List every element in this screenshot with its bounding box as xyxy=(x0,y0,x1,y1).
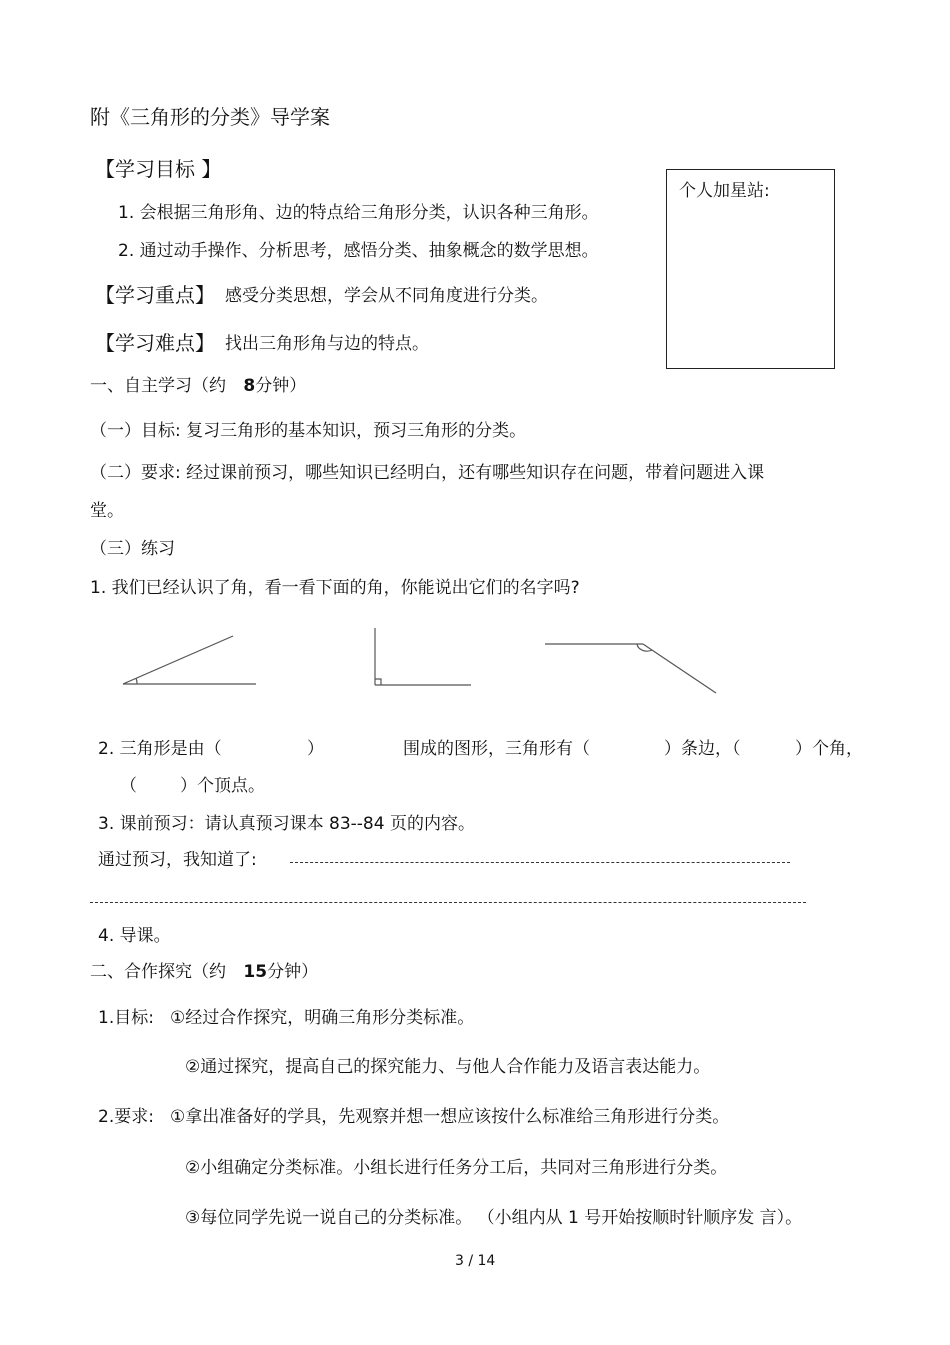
objective-item-2: 2. 通过动手操作、分析思考，感悟分类、抽象概念的数学思想。 xyxy=(118,241,599,261)
section1-requirement-line1: （二）要求: 经过课前预习，哪些知识已经明白，还有哪些知识存在问题，带着问题进入课 xyxy=(90,463,765,483)
difficulty-label: 【学习难点】 xyxy=(95,331,215,355)
section1-goal: （一）目标: 复习三角形的基本知识，预习三角形的分类。 xyxy=(90,421,527,441)
q2-part-b: ） xyxy=(307,739,324,759)
q2-line2-a: （ xyxy=(120,776,137,796)
objectives-heading: 【学习目标 】 xyxy=(95,157,222,181)
section2-heading-post: 分钟） xyxy=(267,962,319,982)
section2-goal-label: 1.目标: xyxy=(98,1008,154,1028)
section2-heading-pre: 二、合作探究（约 xyxy=(90,962,226,982)
answer-dashed-line-1 xyxy=(290,862,790,863)
section1-heading-num: 8 xyxy=(243,376,256,396)
section1-heading-pre: 一、自主学习（约 xyxy=(90,376,226,396)
page-title: 附《三角形的分类》导学案 xyxy=(90,105,330,129)
question-1: 1. 我们已经认识了角，看一看下面的角，你能说出它们的名字吗? xyxy=(90,578,580,598)
key-point-text: 感受分类思想，学会从不同角度进行分类。 xyxy=(225,286,548,306)
section1-practice: （三）练习 xyxy=(90,539,175,559)
section2-goal-2: ②通过探究，提高自己的探究能力、与他人合作能力及语言表达能力。 xyxy=(185,1057,711,1077)
q2-part-d: ）条边，（ xyxy=(664,739,741,759)
section1-requirement-line2: 堂。 xyxy=(90,501,124,521)
section2-req-1: ①拿出准备好的学具，先观察并想一想应该按什么标准给三角形进行分类。 xyxy=(170,1107,730,1127)
right-angle xyxy=(375,628,471,685)
section2-req-label: 2.要求: xyxy=(98,1107,154,1127)
question-4: 4. 导课。 xyxy=(98,926,171,946)
q2-part-c: 围成的图形，三角形有（ xyxy=(403,739,590,759)
question-3: 3. 课前预习：请认真预习课本 83--84 页的内容。 xyxy=(98,814,475,834)
q2-part-e: ）个角， xyxy=(795,739,863,759)
section2-req-3: ③每位同学先说一说自己的分类标准。 （小组内从 1 号开始按顺时针顺序发 言）。 xyxy=(185,1208,803,1228)
section2-req-2: ②小组确定分类标准。小组长进行任务分工后，共同对三角形进行分类。 xyxy=(185,1158,728,1178)
obtuse-angle xyxy=(545,644,716,693)
key-point-label: 【学习重点】 xyxy=(95,283,215,307)
section2-goal-1: ①经过合作探究，明确三角形分类标准。 xyxy=(170,1008,475,1028)
section2-heading-num: 15 xyxy=(243,962,268,982)
acute-angle xyxy=(123,636,256,684)
difficulty-text: 找出三角形角与边的特点。 xyxy=(225,334,429,354)
objective-item-1: 1. 会根据三角形角、边的特点给三角形分类，认识各种三角形。 xyxy=(118,203,599,223)
star-station-label: 个人加星站: xyxy=(679,181,770,201)
answer-dashed-line-2 xyxy=(90,902,806,903)
q3-learned-label: 通过预习，我知道了: xyxy=(98,850,257,870)
section2-heading xyxy=(90,961,318,983)
q2-part-a: 2. 三角形是由（ xyxy=(98,739,222,759)
page-number: 3 / 14 xyxy=(455,1253,496,1269)
q2-line2-b: ）个顶点。 xyxy=(180,776,265,796)
section1-heading-post: 分钟） xyxy=(255,376,307,396)
